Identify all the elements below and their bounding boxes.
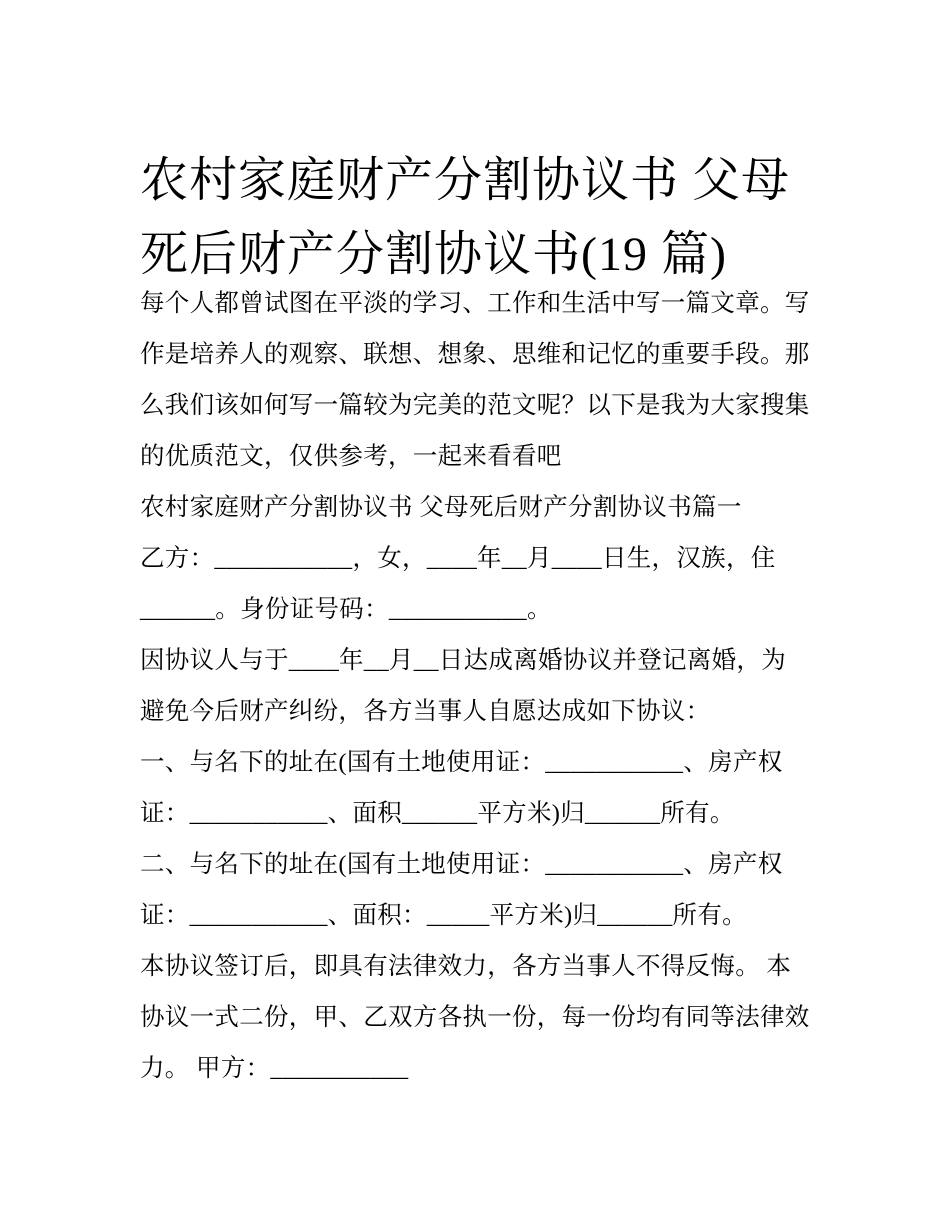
clause-1-line-2: 证：___________、面积______平方米)归______所有。 bbox=[140, 800, 735, 827]
intro-line-4: 的优质范文，仅供参考，一起来看看吧 bbox=[140, 443, 562, 470]
title-line-1: 农村家庭财产分割协议书 父母 bbox=[140, 154, 791, 208]
intro-line-3: 么我们该如何写一篇较为完美的范文呢？以下是我为大家搜集 bbox=[140, 392, 810, 419]
clause-2-line-2: 证：___________、面积：_____平方米)归______所有。 bbox=[140, 902, 747, 929]
document-title bbox=[140, 144, 840, 292]
intro-line-1: 每个人都曾试图在平淡的学习、工作和生活中写一篇文章。写 bbox=[140, 290, 810, 317]
document-body bbox=[140, 278, 830, 1094]
closing-line-1: 本协议签订后，即具有法律效力，各方当事人不得反悔。 本 bbox=[140, 953, 792, 980]
clause-1-line-1: 一、与名下的址在(国有土地使用证：___________、房产权 bbox=[140, 749, 783, 776]
clause-2-line-1: 二、与名下的址在(国有土地使用证：___________、房产权 bbox=[140, 851, 783, 878]
section-heading: 农村家庭财产分割协议书 父母死后财产分割协议书篇一 bbox=[140, 494, 742, 521]
reason-line-1: 因协议人与于____年__月__日达成离婚协议并登记离婚，为 bbox=[140, 647, 786, 674]
party-b-line-1: 乙方：___________，女，____年__月____日生，汉族，住 bbox=[140, 545, 776, 572]
reason-line-2: 避免今后财产纠纷，各方当事人自愿达成如下协议： bbox=[140, 698, 711, 725]
intro-line-2: 作是培养人的观察、联想、想象、思维和记忆的重要手段。那 bbox=[140, 341, 810, 368]
title-line-2: 死后财产分割协议书(19 篇) bbox=[140, 228, 727, 282]
closing-line-2: 协议一式二份，甲、乙双方各执一份，每一份均有同等法律效 bbox=[140, 1004, 810, 1031]
signature-line: 力。 甲方：___________ bbox=[140, 1055, 409, 1082]
party-b-line-2: ______。身份证号码：___________。 bbox=[140, 596, 552, 623]
